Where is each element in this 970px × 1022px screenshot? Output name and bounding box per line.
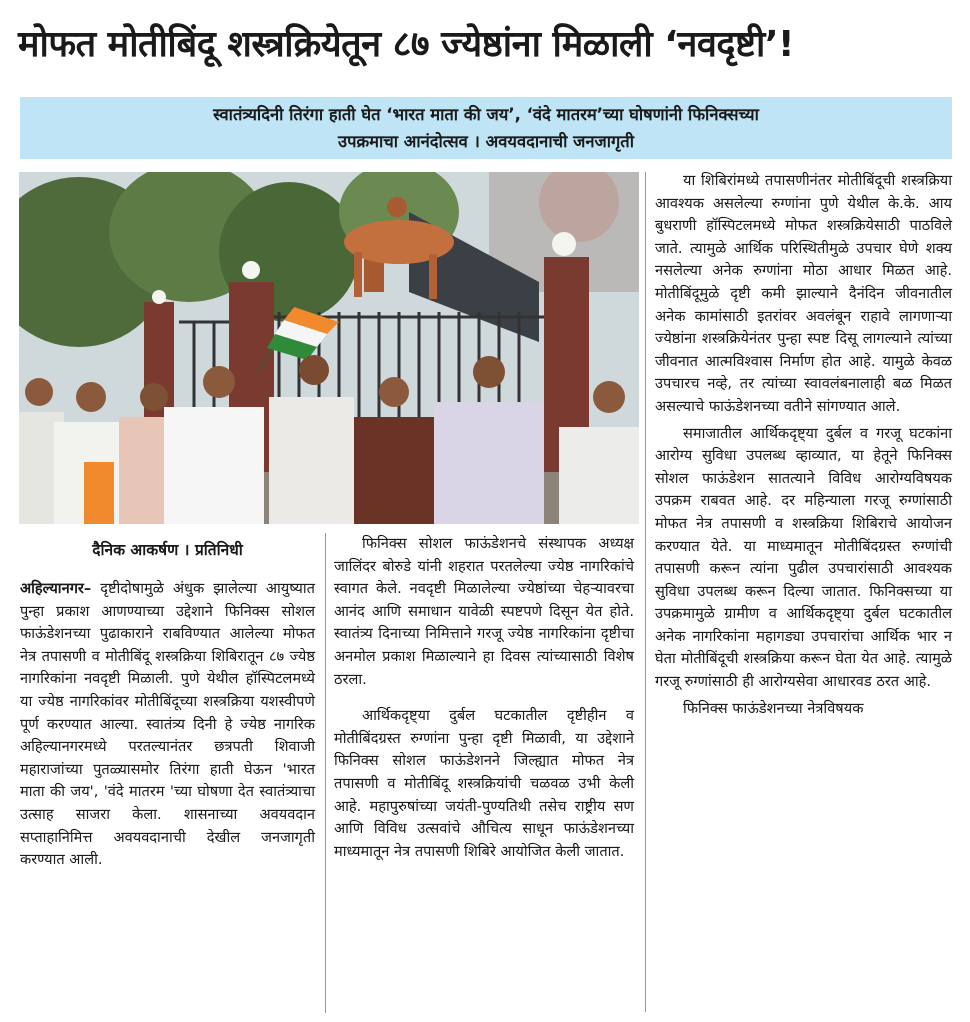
article-paragraph-text: दृष्टीदोषामुळे अंधुक झालेल्या आयुष्यात पुन्हा प्रकाश आणण्याच्या उद्देशाने फिनिक्स सोशल फाऊंडेशनच्या पुढाकाराने राबविण्यात आलेल्या मोफत नेत्र तपासणी व मोतीबिंदू शस्त्रक्रिया शिबिरातून ८७ ज्येष्ठ नागरिकांना नवदृष्टी मिळाली. पुणे येथील हॉस्पिटलमध्ये या ज्येष्ठ नागरिकांवर मोतीबिंदूच्या शस्त्रक्रिया यशस्वीपणे पूर्ण करण्यात आल्या. स्वातंत्र्य दिनी हे ज्येष्ठ नागरिक अहिल्यानगरमध्ये परतल्यानंतर छत्रपती शिवाजी महाराजांच्या पुतळ्यासमोर तिरंगा हाती घेऊन 'भारत माता की जय', 'वंदे मातरम 'च्या घोषणा देत स्वातंत्र्याचा उत्साह साजरा केला. शासनाच्या अवयवदान सप्ताहानिमित्त अवयवदानाची देखील जनजागृती करण्यात आली. bbox=[20, 580, 315, 869]
column-divider bbox=[325, 533, 326, 1013]
headline: मोफत मोतीबिंदू शस्त्रक्रियेतून ८७ ज्येष्ठांना मिळाली ‘नवदृष्टी’! bbox=[18, 24, 794, 65]
article-paragraph: आर्थिकदृष्ट्या दुर्बल घटकातील दृष्टीहीन व मोतीबिंदग्रस्त रुग्णांना पुन्हा दृष्टी मिळावी, या उद्देशाने फिनिक्स सोशल फाऊंडेशनने जिल्ह्यात मोफत नेत्र तपासणी व मोतीबिंदू शस्त्रक्रियांची चळवळ उभी केली आहे. महापुरुषांच्या जयंती-पुण्यतिथी तसेच राष्ट्रीय सण आणि विविध उत्सवांचे औचित्य साधून फाऊंडेशनच्या माध्यमातून नेत्र तपासणी शिबिरे आयोजित केली जातात. bbox=[334, 707, 634, 860]
article-column-1 bbox=[20, 578, 315, 872]
byline: दैनिक आकर्षण । प्रतिनिधी bbox=[92, 541, 243, 559]
dateline: अहिल्यानगर– bbox=[20, 580, 92, 597]
column-divider bbox=[645, 172, 646, 1012]
article-paragraph: फिनिक्स फाऊंडेशनच्या नेत्रविषयक bbox=[683, 699, 864, 717]
article-paragraph bbox=[20, 578, 315, 872]
article-paragraph: फिनिक्स सोशल फाऊंडेशनचे संस्थापक अध्यक्ष जालिंदर बोरुडे यांनी शहरात परतलेल्या ज्येष्ठ नागरिकांचे स्वागत केले. नवदृष्टी मिळालेल्या ज्येष्ठांच्या चेहऱ्यावरचा आनंद आणि समाधान यावेळी स्पष्टपणे दिसून येत होते. स्वातंत्र्य दिनाच्या निमित्ताने गरजू ज्येष्ठ नागरिकांना दृष्टीचा अनमोल प्रकाश मिळाल्याने हा दिवस त्यांच्यासाठी विशेष ठरला. bbox=[334, 535, 634, 688]
subheadline-box bbox=[20, 97, 952, 159]
subheadline-line-2: उपक्रमाचा आनंदोत्सव । अवयवदानाची जनजागृती bbox=[338, 132, 634, 151]
article-column-2 bbox=[334, 533, 634, 863]
news-photo bbox=[19, 172, 639, 524]
article-paragraph: या शिबिरांमध्ये तपासणीनंतर मोतीबिंदूची शस्त्रक्रिया आवश्यक असलेल्या रुग्णांना पुणे येथील के.के. आय बुधराणी हॉस्पिटलमध्ये मोफत शस्त्रक्रियेसाठी पाठविले जाते. त्यामुळे आर्थिक परिस्थितीमुळे उपचार घेणे शक्य नसलेल्या अनेक रुग्णांना मोठा आधार मिळत आहे. मोतीबिंदूमुळे दृष्टी कमी झाल्याने दैनंदिन जीवनातील अनेक कामांसाठी इतरांवर अवलंबून राहावे लागणाऱ्या ज्येष्ठांना शस्त्रक्रियेनंतर पुन्हा स्पष्ट दिसू लागल्याने त्यांच्या जीवनात आत्मविश्वास निर्माण होत आहे. यामुळे केवळ उपचारच नव्हे, तर त्यांच्या स्वावलंबनालाही बळ मिळत असल्याचे फाऊंडेशनच्या वतीने सांगण्यात आले. bbox=[655, 172, 952, 415]
news-photo-illustration bbox=[19, 172, 639, 524]
subheadline-line-1: स्वातंत्र्यदिनी तिरंगा हाती घेत ‘भारत माता की जय’, ‘वंदे मातरम’च्या घोषणांनी फिनिक्सच्या bbox=[213, 105, 759, 124]
article-column-3 bbox=[655, 170, 952, 720]
article-paragraph: समाजातील आर्थिकदृष्ट्या दुर्बल व गरजू घटकांना आरोग्य सुविधा उपलब्ध व्हाव्यात, या हेतूने फिनिक्स सोशल फाऊंडेशन सातत्याने विविध आरोग्यविषयक उपक्रम राबवत आहे. दर महिन्याला गरजू रुग्णांसाठी मोफत नेत्र तपासणी व शस्त्रक्रिया शिबिराचे आयोजन करण्यात येते. या माध्यमातून मोतीबिंदग्रस्त रुग्णांची तपासणी करून त्यांना पुढील उपचारांसाठी आवश्यक सुविधा उपलब्ध करून दिल्या जातात. फिनिक्सच्या या उपक्रमामुळे ग्रामीण व आर्थिकदृष्ट्या दुर्बल घटकातील अनेक नागरिकांना महागड्या उपचारांचा आर्थिक भार न घेता मोतीबिंदूची शस्त्रक्रिया करून घेता येत आहे. त्यामुळे गरजू रुग्णांसाठी ही आरोग्यसेवा आधारवड ठरत आहे. bbox=[655, 424, 952, 691]
